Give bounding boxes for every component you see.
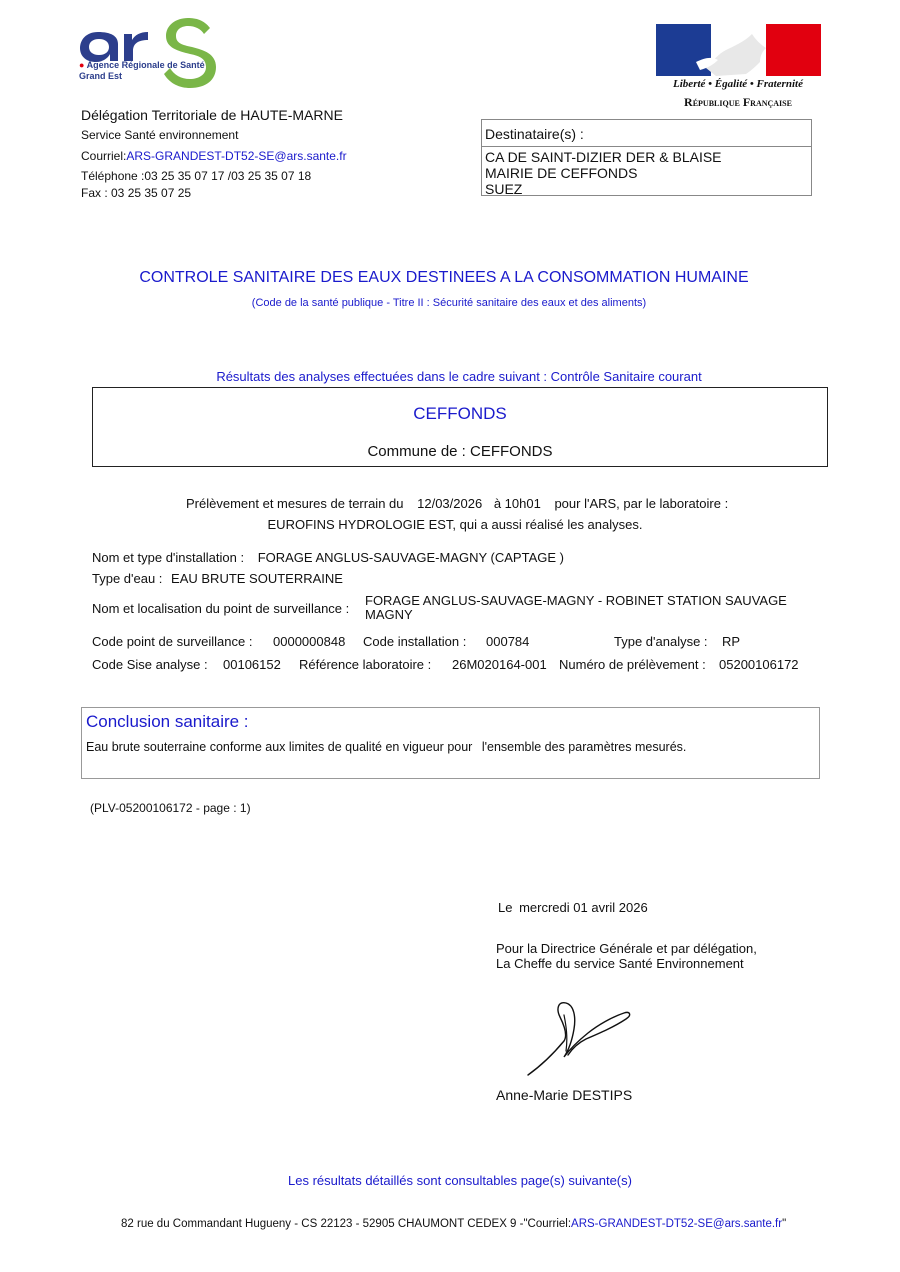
date-prefix: Le (498, 900, 513, 915)
lab-reference-value: 26M020164-001 (452, 657, 547, 672)
delegation-line: Pour la Directrice Générale et par délégation, (496, 941, 757, 956)
recipient-line: SUEZ (485, 181, 523, 197)
email-label: Courriel: (81, 149, 127, 163)
marianne-devise: Liberté • Égalité • Fraternité (673, 78, 803, 90)
ars-subtitle: ● Agence Régionale de Santé Grand Est (79, 60, 205, 81)
installation-value: FORAGE ANGLUS-SAUVAGE-MAGNY (CAPTAGE ) (257, 550, 564, 565)
code-sise-value: 00106152 (223, 657, 281, 672)
ars-subtitle-line1: Agence Régionale de Santé (86, 60, 205, 70)
commune-name: CEFFONDS (413, 404, 507, 423)
ars-logo (78, 14, 238, 99)
footer-email-link[interactable]: ARS-GRANDEST-DT52-SE@ars.sante.fr (571, 1218, 783, 1230)
code-point-value: 0000000848 (273, 634, 346, 649)
conclusion-text-part2: l'ensemble des paramètres mesurés. (481, 740, 687, 754)
signature-date (498, 900, 648, 915)
handwritten-signature (524, 995, 634, 1080)
service-name: Service Santé environnement (81, 128, 239, 142)
document-subtitle: (Code de la santé publique - Titre II : Sécurité sanitaire des eaux et des aliments) (251, 297, 647, 309)
sampling-suffix: pour l'ARS, par le laboratoire : (554, 496, 729, 511)
fax: Fax : 03 25 35 07 25 (81, 186, 192, 200)
conclusion-title: Conclusion sanitaire : (86, 712, 249, 731)
document-title: CONTROLE SANITAIRE DES EAUX DESTINEES A LA CONSOMMATION HUMAINE (139, 269, 749, 286)
recipient-line: MAIRIE DE CEFFONDS (485, 165, 638, 181)
water-type-value: EAU BRUTE SOUTERRAINE (171, 571, 343, 586)
water-type-label: Type d'eau : (92, 571, 163, 586)
ars-subtitle-line2: Grand Est (79, 71, 123, 81)
lab-reference-label: Référence laboratoire : (299, 657, 432, 672)
commune-box (92, 387, 828, 467)
code-installation-value: 000784 (486, 634, 530, 649)
footer-address-text: 82 rue du Commandant Hugueny - CS 22123 - 52905 CHAUMONT CEDEX 9 -"Courriel: (121, 1218, 572, 1230)
sampling-date: 12/03/2026 (417, 496, 483, 511)
delegation-title: Délégation Territoriale de HAUTE-MARNE (81, 107, 343, 123)
sample-number-value: 05200106172 (719, 657, 799, 672)
point-value: FORAGE ANGLUS-SAUVAGE-MAGNY - ROBINET STATION SAUVAGE MAGNY (365, 593, 787, 622)
code-point-label: Code point de surveillance : (92, 634, 253, 649)
republique-francaise: République Française (684, 95, 792, 109)
analysis-type-value: RP (722, 634, 741, 649)
recipients-label: Destinataire(s) : (482, 120, 811, 147)
marianne-logo (656, 24, 821, 76)
detailed-results-note: Les résultats détaillés sont consultables page(s) suivante(s) (288, 1173, 632, 1188)
laboratory: EUROFINS HYDROLOGIE EST, qui a aussi réalisé les analyses. (267, 517, 643, 532)
recipients-box (481, 119, 812, 196)
installation-row (92, 550, 564, 565)
footer-address (121, 1218, 786, 1230)
code-installation-label: Code installation : (363, 634, 467, 649)
sampling-info (186, 496, 736, 511)
analysis-framework: Résultats des analyses effectuées dans le cadre suivant : Contrôle Sanitaire courant (216, 369, 702, 384)
sample-number-label: Numéro de prélèvement : (559, 657, 706, 672)
installation-label: Nom et type d'installation : (92, 550, 245, 565)
function-line: La Cheffe du service Santé Environnement (496, 956, 744, 971)
sender-email (81, 149, 347, 163)
commune-line: Commune de : CEFFONDS (367, 443, 553, 460)
conclusion-box (81, 707, 820, 779)
telephone: Téléphone :03 25 35 07 17 /03 25 35 07 18 (81, 169, 312, 183)
email-link[interactable]: ARS-GRANDEST-DT52-SE@ars.sante.fr (126, 149, 347, 163)
point-label: Nom et localisation du point de surveillance : (92, 601, 350, 616)
conclusion-text (86, 740, 686, 754)
conclusion-text-part1: Eau brute souterraine conforme aux limites de qualité en vigueur pour (86, 740, 473, 754)
sampling-text: Prélèvement et mesures de terrain du (186, 496, 404, 511)
code-sise-label: Code Sise analyse : (92, 657, 208, 672)
sampling-time: à 10h01 (493, 496, 541, 511)
page-reference: (PLV-05200106172 - page : 1) (90, 801, 251, 815)
water-type-row (92, 571, 343, 586)
footer-quote: " (782, 1218, 787, 1230)
date-value: mercredi 01 avril 2026 (519, 900, 648, 915)
analysis-type-label: Type d'analyse : (614, 634, 708, 649)
signatory-name: Anne-Marie DESTIPS (496, 1087, 633, 1103)
recipient-line: CA DE SAINT-DIZIER DER & BLAISE (485, 149, 722, 165)
